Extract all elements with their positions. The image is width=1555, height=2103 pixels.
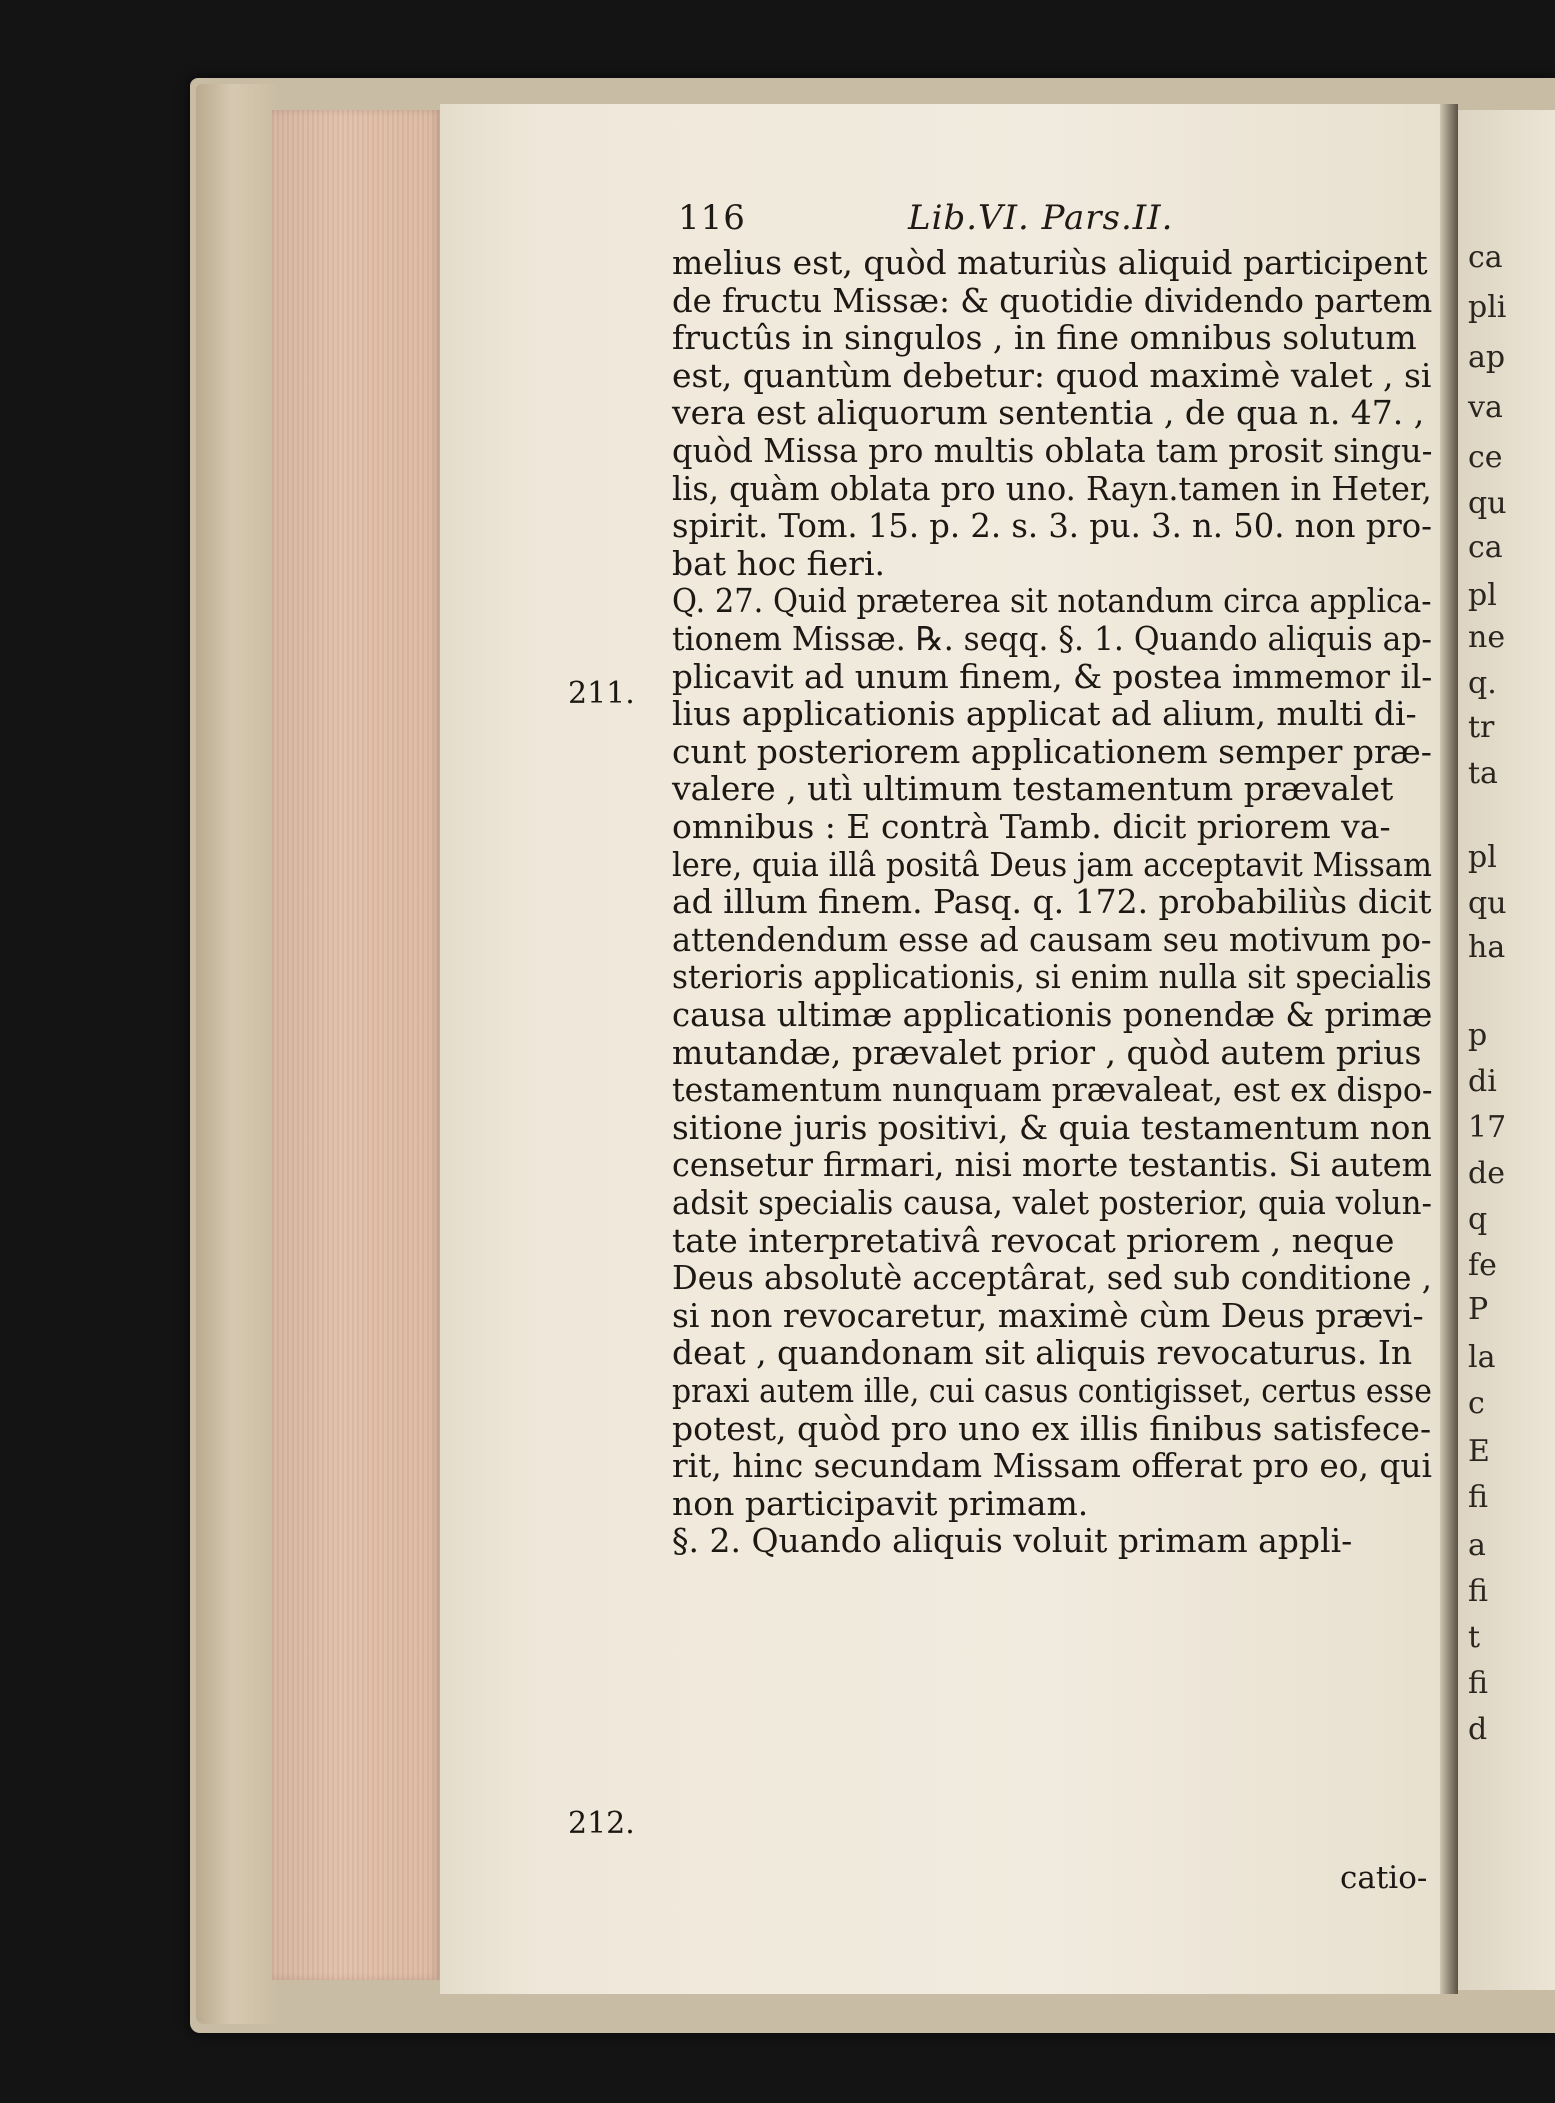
- text-line: spirit. Tom. 15. p. 2. s. 3. pu. 3. n. 50. non pro-: [672, 506, 1433, 546]
- text-line: tionem Missæ. ℞. seqq. §. 1. Quando aliquis ap-: [672, 619, 1432, 658]
- right-page-fragment-text: p: [1468, 1018, 1488, 1053]
- text-line: rit, hinc secundam Missam offerat pro eo, qui: [672, 1446, 1432, 1486]
- text-line: mutandæ, prævalet prior , quòd autem prius: [672, 1032, 1422, 1072]
- section-number-212: 212.: [568, 1806, 635, 1841]
- text-line: sitione juris positivi, & quia testamentum non: [672, 1107, 1432, 1147]
- text-line: lere, quia illâ positâ Deus jam acceptavit Missam: [672, 844, 1432, 884]
- right-page-fragment-text: 17: [1468, 1110, 1507, 1145]
- right-page-fragment-text: fi: [1468, 1666, 1489, 1701]
- right-page-fragment-text: ce: [1468, 440, 1503, 475]
- text-line: non participavit primam.: [672, 1483, 1089, 1523]
- text-line: omnibus : E contrà Tamb. dicit priorem va-: [672, 807, 1391, 846]
- text-line: praxi autem ille, cui casus contigisset, certus esse: [672, 1371, 1432, 1410]
- text-line: sterioris applicationis, si enim nulla sit specialis: [672, 957, 1432, 997]
- right-page-fragment-text: q.: [1468, 666, 1497, 701]
- right-page-fragment-text: tr: [1468, 710, 1495, 745]
- right-page-fragment-text: fi: [1468, 1480, 1489, 1515]
- text-line: est, quantùm debetur: quod maximè valet , si: [672, 355, 1432, 395]
- right-page-fragment-text: ne: [1468, 620, 1506, 655]
- text-line: cunt posteriorem applicationem semper præ-: [672, 731, 1432, 771]
- right-page-fragment-text: P: [1468, 1292, 1489, 1327]
- text-line: valere , utì ultimum testamentum prævalet: [672, 769, 1394, 809]
- right-page-fragment-text: ca: [1468, 240, 1503, 275]
- text-line: causa ultimæ applicationis ponendæ & primæ: [672, 995, 1433, 1034]
- text-line: potest, quòd pro uno ex illis finibus satisfece-: [672, 1408, 1432, 1448]
- text-line: si non revocaretur, maximè cùm Deus prævi-: [672, 1295, 1424, 1335]
- right-page-fragment-text: qu: [1468, 486, 1507, 521]
- text-line: de fructu Missæ: & quotidie dividendo partem: [672, 280, 1433, 320]
- text-line: §. 2. Quando aliquis voluit primam appli-: [672, 1521, 1353, 1561]
- text-line: quòd Missa pro multis oblata tam prosit singu-: [672, 431, 1433, 470]
- right-page-fragment-text: fi: [1468, 1574, 1489, 1609]
- text-line: lis, quàm oblata pro uno. Rayn.tamen in Heter,: [672, 468, 1432, 508]
- right-page-fragment: [1458, 110, 1555, 1990]
- gutter: [1440, 104, 1458, 1994]
- right-page-fragment-text: q: [1468, 1202, 1488, 1237]
- page-edges: [272, 110, 442, 1980]
- right-page-fragment-text: d: [1468, 1712, 1488, 1747]
- right-page-fragment-text: de: [1468, 1156, 1505, 1191]
- right-page-fragment-text: pl: [1468, 840, 1497, 875]
- right-page-fragment-text: a: [1468, 1528, 1486, 1563]
- text-line: deat , quandonam sit aliquis revocaturus. In: [672, 1333, 1413, 1373]
- right-page-fragment-text: la: [1468, 1340, 1496, 1375]
- catchword: catio-: [1340, 1860, 1428, 1896]
- right-page-fragment-text: ta: [1468, 756, 1498, 791]
- section-number-211: 211.: [568, 676, 635, 711]
- text-line: bat hoc fieri.: [672, 543, 886, 583]
- right-page-fragment-text: pl: [1468, 578, 1497, 613]
- text-line: Deus absolutè acceptârat, sed sub conditione ,: [672, 1258, 1432, 1298]
- right-page-fragment-text: pli: [1468, 290, 1507, 325]
- text-line: censetur firmari, nisi morte testantis. Si autem: [672, 1145, 1432, 1185]
- text-line: plicavit ad unum finem, & postea immemor il-: [672, 656, 1433, 696]
- right-page-fragment-text: ap: [1468, 340, 1506, 375]
- text-line: attendendum esse ad causam seu motivum po-: [672, 919, 1432, 959]
- right-page-fragment-text: ca: [1468, 530, 1503, 565]
- text-line: tate interpretativâ revocat priorem , neque: [672, 1220, 1395, 1260]
- right-page-fragment-text: di: [1468, 1064, 1497, 1099]
- right-page-fragment-text: qu: [1468, 886, 1507, 921]
- right-page-fragment-text: c: [1468, 1386, 1485, 1421]
- text-line: adsit specialis causa, valet posterior, quia volun-: [672, 1183, 1432, 1222]
- book-cover-edge: [196, 84, 276, 2024]
- right-page-fragment-text: E: [1468, 1434, 1490, 1469]
- right-page-fragment-text: fe: [1468, 1248, 1497, 1283]
- text-line: lius applicationis applicat ad alium, multi di-: [672, 694, 1417, 734]
- text-line: fructûs in singulos , in fine omnibus solutum: [672, 318, 1417, 358]
- text-line: melius est, quòd maturiùs aliquid participent: [672, 243, 1428, 282]
- running-title: Lib.VI. Pars.II.: [908, 198, 1174, 238]
- page-number: 116: [678, 198, 746, 238]
- text-line: vera est aliquorum sententia , de qua n. 47. ,: [672, 393, 1425, 433]
- right-page-fragment-text: ha: [1468, 930, 1506, 965]
- text-line: Q. 27. Quid præterea sit notandum circa applica-: [672, 581, 1432, 621]
- text-line: testamentum nunquam prævaleat, est ex dispo-: [672, 1070, 1433, 1110]
- text-line: ad illum finem. Pasq. q. 172. probabiliùs dicit: [672, 882, 1432, 922]
- right-page-fragment-text: va: [1468, 390, 1503, 425]
- right-page-fragment-text: t: [1468, 1620, 1481, 1655]
